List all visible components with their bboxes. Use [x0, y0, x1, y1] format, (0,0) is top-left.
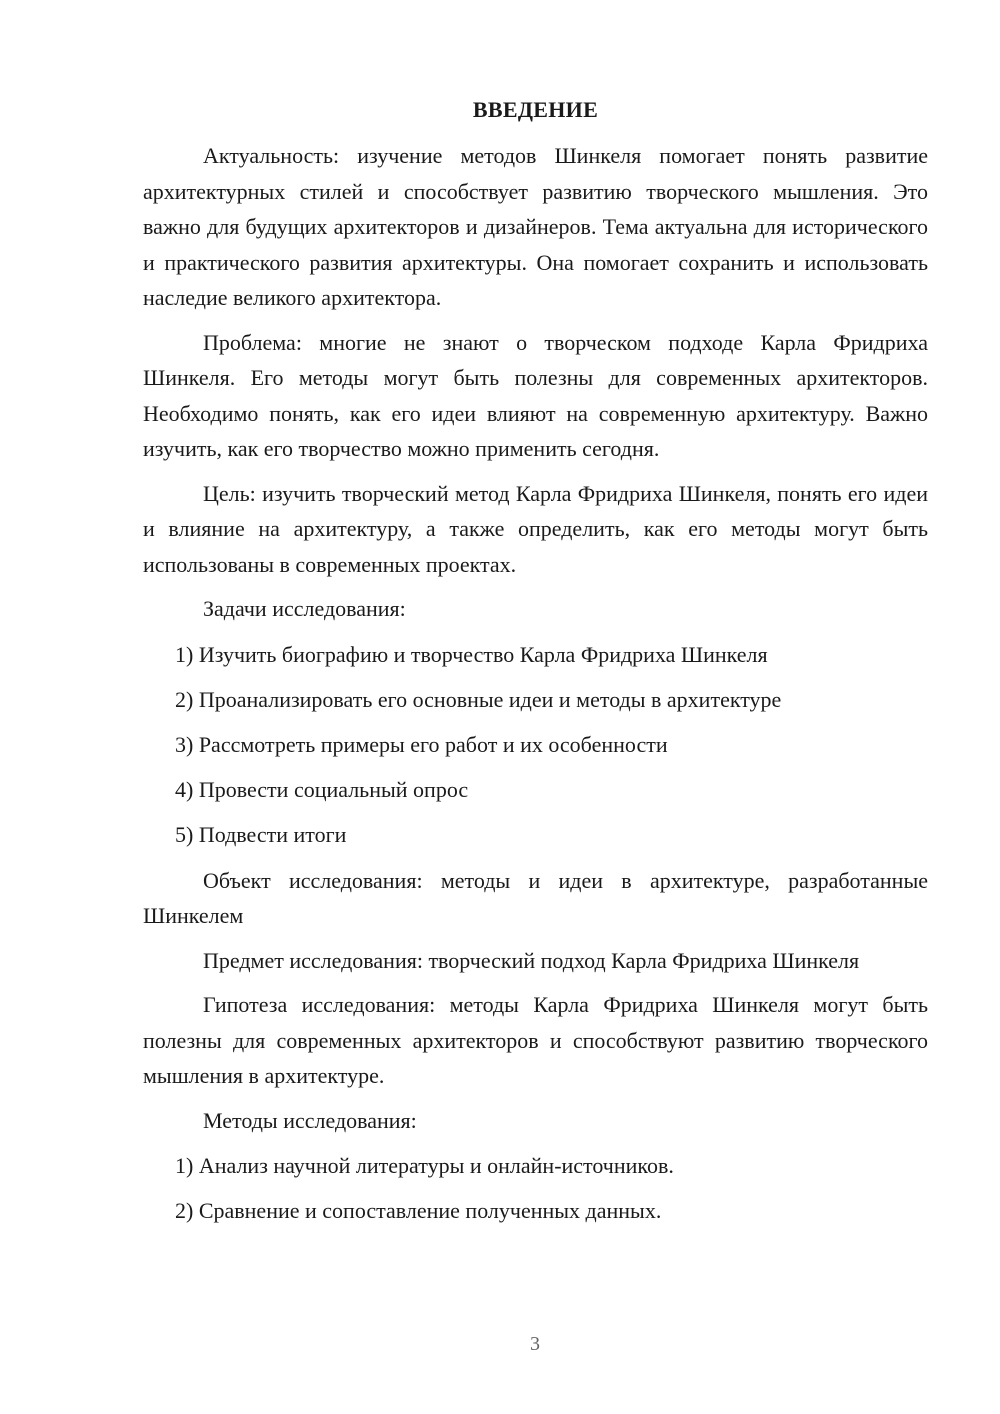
method-item: 1) Анализ научной литературы и онлайн-источников. [175, 1153, 674, 1179]
relevance-paragraph: Актуальность: изучение методов Шинкеля помогает понять развитие архитектурных стилей и способствует развитию творческого мышления. Это важно для будущих архитекторов и дизайнеров. Тема актуальна для исторического и практического развития архитектуры. Она помогает сохранить и использовать наследие великого архитектора. [143, 143, 928, 310]
tasks-heading: Задачи исследования: [203, 596, 406, 621]
tasks-list [143, 637, 928, 853]
task-item: 2) Проанализировать его основные идеи и методы в архитектуре [175, 686, 782, 712]
section-title: ВВЕДЕНИЕ [472, 97, 599, 122]
method-item: 2) Сравнение и сопоставление полученных данных. [175, 1198, 662, 1224]
goal-paragraph: Цель: изучить творческий метод Карла Фридриха Шинкеля, понять его идеи и влияние на архитектуру, а также определить, как его методы могут быть использованы в современных проектах. [143, 480, 928, 577]
methods-heading: Методы исследования: [203, 1107, 417, 1133]
subject-paragraph: Предмет исследования: творческий подход Карла Фридриха Шинкеля [203, 947, 860, 973]
task-item: 4) Провести социальный опрос [175, 777, 469, 803]
task-item: 3) Рассмотреть примеры его работ и их особенности [175, 731, 668, 757]
task-item: 1) Изучить биографию и творчество Карла Фридриха Шинкеля [175, 641, 768, 667]
document-page [143, 94, 928, 1239]
methods-list [143, 1148, 928, 1229]
task-item: 5) Подвести итоги [175, 822, 347, 848]
problem-paragraph: Проблема: многие не знают о творческом подходе Карла Фридриха Шинкеля. Его методы могут быть полезны для современных архитекторов. Необходимо понять, как его идеи влияют на современную архитектуру. Важно изучить, как его творчество можно применить сегодня. [143, 329, 928, 461]
page-number: 3 [530, 1333, 540, 1355]
hypothesis-paragraph: Гипотеза исследования: методы Карла Фридриха Шинкеля могут быть полезны для современных архитекторов и способствуют развитию творческого мышления в архитектуре. [143, 992, 928, 1089]
object-paragraph: Объект исследования: методы и идеи в архитектуре, разработанные Шинкелем [143, 867, 928, 929]
